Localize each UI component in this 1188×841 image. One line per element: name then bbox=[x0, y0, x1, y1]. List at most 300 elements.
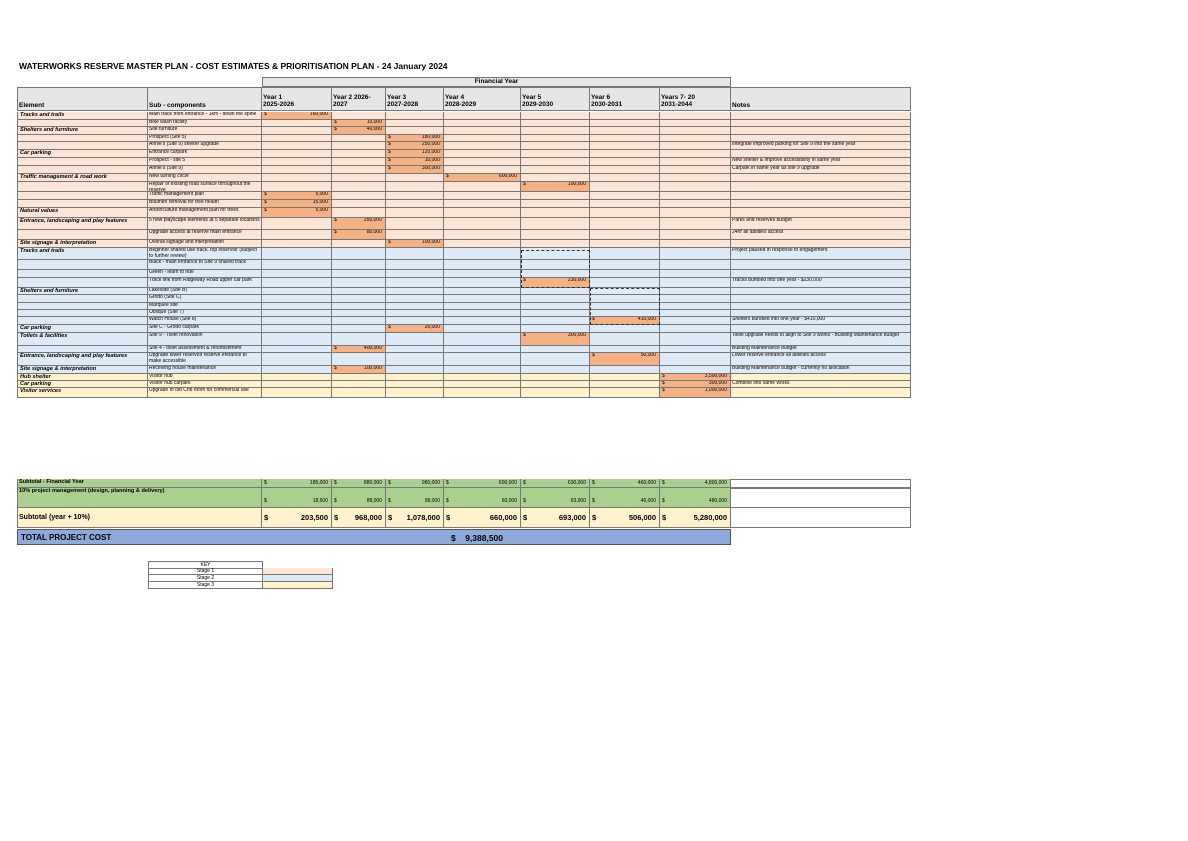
empty-cell bbox=[590, 381, 660, 388]
key-stage-3-label: Stage 3 bbox=[148, 582, 263, 589]
cost-cell bbox=[262, 112, 332, 120]
element-label: Tracks and trails bbox=[20, 248, 65, 254]
empty-cell bbox=[590, 270, 660, 278]
subtotal-financial-year-note bbox=[731, 479, 911, 488]
note-cell bbox=[731, 374, 911, 381]
empty-cell bbox=[386, 112, 444, 120]
empty-cell bbox=[590, 240, 660, 248]
empty-cell bbox=[590, 192, 660, 200]
currency-symbol: $ bbox=[264, 112, 267, 117]
empty-cell bbox=[262, 325, 332, 333]
year-header-4 bbox=[444, 87, 521, 111]
subtotal-financial-year-value bbox=[660, 479, 731, 488]
sub-component-cell: 5 new playscape elements at 5 separate locations bbox=[148, 218, 262, 230]
cost-cell bbox=[660, 388, 731, 398]
tracks-bundle-box bbox=[521, 250, 590, 288]
element-label: Site signage & interpretation bbox=[20, 240, 97, 246]
sub-component-cell: Entrance carpark bbox=[148, 150, 262, 158]
empty-cell bbox=[444, 142, 521, 150]
empty-cell bbox=[444, 333, 521, 346]
cost-amount: 50,000 bbox=[640, 353, 656, 358]
empty-cell bbox=[660, 120, 731, 127]
empty-cell bbox=[444, 295, 521, 303]
empty-cell bbox=[590, 182, 660, 192]
element-cell bbox=[17, 248, 148, 260]
empty-cell bbox=[660, 127, 731, 135]
currency-symbol: $ bbox=[523, 498, 526, 504]
empty-cell bbox=[521, 295, 590, 303]
empty-cell bbox=[590, 278, 660, 288]
empty-cell bbox=[444, 260, 521, 270]
subtotal-with-pm-amount: 693,000 bbox=[558, 513, 586, 522]
subtotal-financial-year-amount: 4,800,000 bbox=[704, 480, 727, 486]
empty-cell bbox=[590, 120, 660, 127]
note-cell: Lower reserve entrance all abilities access bbox=[731, 353, 911, 366]
subtotal-with-pm-amount: 1,078,000 bbox=[406, 513, 440, 522]
element-label: Shelters and furniture bbox=[20, 127, 79, 133]
sub-component-cell: Upgrade of old Crib room for commercial use bbox=[148, 388, 262, 398]
empty-cell bbox=[660, 112, 731, 120]
note-cell bbox=[731, 120, 911, 127]
note-cell: Shelters bundled into one year - $410,000 bbox=[731, 317, 911, 325]
subtotal-financial-year-amount: 185,000 bbox=[309, 480, 328, 486]
empty-cell bbox=[590, 174, 660, 182]
currency-symbol: $ bbox=[334, 218, 337, 223]
currency-symbol: $ bbox=[388, 480, 391, 486]
empty-cell bbox=[262, 317, 332, 325]
note-cell bbox=[731, 295, 911, 303]
empty-cell bbox=[386, 388, 444, 398]
element-header-label: Element bbox=[19, 102, 45, 109]
note-cell bbox=[731, 150, 911, 158]
sub-component-cell: Visitor hub bbox=[148, 374, 262, 381]
subtotal-with-pm-value bbox=[332, 508, 386, 528]
empty-cell bbox=[521, 174, 590, 182]
year-header-label: Year 3 bbox=[387, 94, 407, 101]
empty-cell bbox=[444, 303, 521, 310]
empty-cell bbox=[444, 182, 521, 192]
empty-cell bbox=[444, 120, 521, 127]
cost-amount: 100,000 bbox=[363, 366, 382, 371]
empty-cell bbox=[332, 388, 386, 398]
sub-component-cell: Beginner shared use track. top reservoir (subject to further review) bbox=[148, 248, 262, 260]
cost-cell bbox=[386, 325, 444, 333]
note-cell: Integrate improved parking for Site 9 into the same year bbox=[731, 142, 911, 150]
empty-cell bbox=[590, 208, 660, 218]
currency-symbol: $ bbox=[264, 480, 267, 486]
currency-symbol: $ bbox=[446, 513, 451, 522]
cost-cell bbox=[262, 208, 332, 218]
empty-cell bbox=[590, 325, 660, 333]
cost-amount: 10,000 bbox=[424, 158, 440, 163]
empty-cell bbox=[332, 248, 386, 260]
empty-cell bbox=[590, 142, 660, 150]
note-cell bbox=[731, 135, 911, 142]
empty-cell bbox=[444, 346, 521, 353]
empty-cell bbox=[660, 288, 731, 295]
key-stage-2-swatch bbox=[263, 575, 333, 582]
subtotal-with-pm-value bbox=[386, 508, 444, 528]
cost-cell bbox=[386, 150, 444, 158]
year-header-2 bbox=[332, 87, 386, 111]
empty-cell bbox=[444, 317, 521, 325]
empty-cell bbox=[386, 182, 444, 192]
element-label: Visitor services bbox=[20, 388, 62, 394]
empty-cell bbox=[262, 333, 332, 346]
stage-key bbox=[148, 561, 333, 589]
empty-cell bbox=[386, 278, 444, 288]
project-management-amount: 480,000 bbox=[708, 498, 727, 504]
note-cell: Tracks bundled into one year - $230,000 bbox=[731, 278, 911, 288]
element-cell bbox=[17, 325, 148, 333]
note-cell bbox=[731, 127, 911, 135]
year-header-range: 2027 bbox=[333, 101, 348, 108]
empty-cell bbox=[332, 240, 386, 248]
empty-cell bbox=[660, 353, 731, 366]
empty-cell bbox=[262, 166, 332, 174]
empty-cell bbox=[332, 270, 386, 278]
empty-cell bbox=[386, 346, 444, 353]
element-cell bbox=[17, 374, 148, 381]
sub-component-cell: Site 9 - Toilet renovation bbox=[148, 333, 262, 346]
key-stage-1-swatch bbox=[263, 568, 333, 575]
empty-cell bbox=[386, 208, 444, 218]
empty-cell bbox=[332, 208, 386, 218]
empty-cell bbox=[262, 366, 332, 374]
currency-symbol: $ bbox=[264, 192, 267, 197]
financial-year-header: Financial Year bbox=[262, 77, 731, 87]
note-cell bbox=[731, 325, 911, 333]
empty-cell bbox=[332, 182, 386, 192]
note-cell: 24hr all abilities access bbox=[731, 230, 911, 240]
project-management-label: 10% project management (design, planning & delivery) bbox=[17, 488, 262, 508]
year-header-3 bbox=[386, 87, 444, 111]
currency-symbol: $ bbox=[523, 278, 526, 283]
key-stage-1-label: Stage 1 bbox=[148, 568, 263, 575]
element-cell bbox=[17, 353, 148, 366]
currency-symbol: $ bbox=[446, 498, 449, 504]
cost-amount: 410,000 bbox=[637, 317, 656, 322]
currency-symbol: $ bbox=[592, 498, 595, 504]
empty-cell bbox=[386, 174, 444, 182]
project-management-amount: 88,000 bbox=[366, 498, 382, 504]
empty-cell bbox=[444, 248, 521, 260]
empty-cell bbox=[332, 200, 386, 208]
year-header-7 bbox=[660, 87, 731, 111]
empty-cell bbox=[444, 381, 521, 388]
empty-cell bbox=[386, 288, 444, 295]
year-header-label: Years 7- 20 bbox=[661, 94, 695, 101]
element-label: Car parking bbox=[20, 150, 52, 156]
currency-symbol: $ bbox=[662, 381, 665, 386]
empty-cell bbox=[660, 192, 731, 200]
empty-cell bbox=[521, 192, 590, 200]
note-cell bbox=[731, 303, 911, 310]
empty-cell bbox=[660, 310, 731, 317]
cost-cell bbox=[332, 230, 386, 240]
year-header-1 bbox=[262, 87, 332, 111]
project-management-amount: 60,000 bbox=[501, 498, 517, 504]
element-cell bbox=[17, 230, 148, 240]
currency-symbol: $ bbox=[592, 353, 595, 358]
empty-cell bbox=[386, 295, 444, 303]
cost-cell bbox=[332, 127, 386, 135]
empty-cell bbox=[590, 127, 660, 135]
note-cell bbox=[731, 388, 911, 398]
element-label: Toilets & facilities bbox=[20, 333, 68, 339]
empty-cell bbox=[660, 208, 731, 218]
empty-cell bbox=[444, 200, 521, 208]
empty-cell bbox=[521, 381, 590, 388]
cost-amount: 230,000 bbox=[567, 278, 586, 283]
element-label: Natural values bbox=[20, 208, 59, 214]
empty-cell bbox=[444, 374, 521, 381]
cost-cell bbox=[386, 142, 444, 150]
cost-cell bbox=[660, 374, 731, 381]
empty-cell bbox=[262, 135, 332, 142]
subtotal-with-pm-note bbox=[731, 508, 911, 528]
currency-symbol: $ bbox=[388, 498, 391, 504]
sub-component-cell: Arboriculture management plan for trees bbox=[148, 208, 262, 218]
sub-components-header bbox=[148, 87, 262, 111]
empty-cell bbox=[521, 127, 590, 135]
project-management-value bbox=[262, 488, 332, 508]
empty-cell bbox=[444, 353, 521, 366]
empty-cell bbox=[590, 112, 660, 120]
sub-component-cell: Grotto (Site C) bbox=[148, 295, 262, 303]
sub-component-cell: Marquee site bbox=[148, 303, 262, 310]
empty-cell bbox=[262, 158, 332, 166]
empty-cell bbox=[660, 240, 731, 248]
sub-component-cell: Visitor hub carpark bbox=[148, 381, 262, 388]
empty-cell bbox=[521, 374, 590, 381]
empty-cell bbox=[590, 135, 660, 142]
element-label: Hub shelter bbox=[20, 374, 51, 380]
sub-component-cell: Main track from entrance - 1km - down the spine bbox=[148, 112, 262, 120]
sub-component-cell: Annie's (Site 9) shelter upgrade bbox=[148, 142, 262, 150]
cost-cell bbox=[332, 366, 386, 374]
empty-cell bbox=[444, 158, 521, 166]
currency-symbol: $ bbox=[592, 513, 597, 522]
empty-cell bbox=[521, 317, 590, 325]
cost-cell bbox=[386, 166, 444, 174]
empty-cell bbox=[332, 112, 386, 120]
empty-cell bbox=[590, 366, 660, 374]
empty-cell bbox=[262, 381, 332, 388]
element-cell bbox=[17, 120, 148, 127]
empty-cell bbox=[262, 240, 332, 248]
subtotal-with-pm-value bbox=[660, 508, 731, 528]
empty-cell bbox=[521, 150, 590, 158]
empty-cell bbox=[386, 127, 444, 135]
empty-cell bbox=[332, 303, 386, 310]
empty-cell bbox=[660, 278, 731, 288]
year-header-label: Year 5 bbox=[522, 94, 542, 101]
element-cell bbox=[17, 388, 148, 398]
subtotal-with-pm-label: Subtotal (year + 10%) bbox=[17, 508, 262, 528]
cost-amount: 120,000 bbox=[421, 150, 440, 155]
empty-cell bbox=[521, 310, 590, 317]
empty-cell bbox=[262, 142, 332, 150]
empty-cell bbox=[521, 366, 590, 374]
sub-component-cell: Prospect (Site 5) bbox=[148, 135, 262, 142]
element-cell bbox=[17, 127, 148, 135]
note-cell bbox=[731, 208, 911, 218]
empty-cell bbox=[590, 374, 660, 381]
element-cell bbox=[17, 174, 148, 182]
currency-symbol: $ bbox=[662, 388, 665, 393]
cost-cell bbox=[521, 182, 590, 192]
cost-amount: 80,000 bbox=[366, 230, 382, 235]
note-cell: New shelter & improve accessibility in same year bbox=[731, 158, 911, 166]
empty-cell bbox=[444, 270, 521, 278]
empty-cell bbox=[521, 166, 590, 174]
element-cell bbox=[17, 381, 148, 388]
sub-component-cell: Traffic management plan bbox=[148, 192, 262, 200]
element-cell bbox=[17, 208, 148, 218]
sub-component-cell: Annie's (Site 9) bbox=[148, 166, 262, 174]
cost-amount: 10,000 bbox=[366, 120, 382, 125]
element-cell bbox=[17, 182, 148, 192]
subtotal-financial-year-amount: 980,000 bbox=[421, 480, 440, 486]
element-cell bbox=[17, 278, 148, 288]
cost-amount: 180,000 bbox=[421, 135, 440, 140]
empty-cell bbox=[332, 353, 386, 366]
element-cell bbox=[17, 346, 148, 353]
empty-cell bbox=[332, 260, 386, 270]
sub-component-cell: Track link from Ridgeway Road upper car park bbox=[148, 278, 262, 288]
empty-cell bbox=[444, 127, 521, 135]
empty-cell bbox=[521, 325, 590, 333]
sub-component-cell: Oblique (Site 7) bbox=[148, 310, 262, 317]
empty-cell bbox=[262, 230, 332, 240]
empty-cell bbox=[521, 230, 590, 240]
element-cell bbox=[17, 366, 148, 374]
subtotal-with-pm-amount: 5,280,000 bbox=[693, 513, 727, 522]
project-management-value bbox=[386, 488, 444, 508]
project-management-value bbox=[590, 488, 660, 508]
empty-cell bbox=[262, 270, 332, 278]
empty-cell bbox=[262, 353, 332, 366]
note-cell: Combine into same works bbox=[731, 381, 911, 388]
year-header-range: 2028-2029 bbox=[445, 101, 477, 108]
empty-cell bbox=[386, 303, 444, 310]
year-header-label: Year 6 bbox=[591, 94, 611, 101]
element-cell bbox=[17, 200, 148, 208]
element-cell bbox=[17, 310, 148, 317]
element-cell bbox=[17, 135, 148, 142]
empty-cell bbox=[444, 208, 521, 218]
cost-amount: 3,500,000 bbox=[704, 374, 727, 379]
empty-cell bbox=[386, 310, 444, 317]
element-label: Car parking bbox=[20, 325, 52, 331]
sub-component-cell: Repair of existing road surface throughout the reserve bbox=[148, 182, 262, 192]
empty-cell bbox=[590, 333, 660, 346]
cost-cell bbox=[444, 174, 521, 182]
empty-cell bbox=[262, 218, 332, 230]
cost-amount: 5,000 bbox=[315, 208, 328, 213]
currency-symbol: $ bbox=[592, 317, 595, 322]
empty-cell bbox=[332, 174, 386, 182]
empty-cell bbox=[262, 127, 332, 135]
empty-cell bbox=[590, 158, 660, 166]
currency-symbol: $ bbox=[592, 480, 595, 486]
element-cell bbox=[17, 150, 148, 158]
currency-symbol: $ bbox=[264, 200, 267, 205]
key-stage-2-label: Stage 2 bbox=[148, 575, 263, 582]
empty-cell bbox=[386, 230, 444, 240]
cost-amount: 100,000 bbox=[567, 182, 586, 187]
element-cell bbox=[17, 192, 148, 200]
empty-cell bbox=[660, 182, 731, 192]
subtotal-financial-year-value bbox=[332, 479, 386, 488]
total-project-cost-value: $ 9,388,500 bbox=[451, 533, 504, 543]
subtotal-financial-year-value bbox=[386, 479, 444, 488]
element-cell bbox=[17, 303, 148, 310]
element-cell bbox=[17, 166, 148, 174]
cost-cell bbox=[332, 218, 386, 230]
empty-cell bbox=[660, 317, 731, 325]
empty-cell bbox=[660, 158, 731, 166]
empty-cell bbox=[590, 230, 660, 240]
empty-cell bbox=[444, 240, 521, 248]
sub-component-cell: Lakeside (Site B) bbox=[148, 288, 262, 295]
currency-symbol: $ bbox=[334, 127, 337, 132]
empty-cell bbox=[332, 150, 386, 158]
empty-cell bbox=[444, 288, 521, 295]
currency-symbol: $ bbox=[388, 158, 391, 163]
empty-cell bbox=[660, 150, 731, 158]
project-management-amount: 98,000 bbox=[424, 498, 440, 504]
empty-cell bbox=[660, 200, 731, 208]
sub-component-cell: Site C - Grotto carpark bbox=[148, 325, 262, 333]
empty-cell bbox=[590, 260, 660, 270]
empty-cell bbox=[521, 240, 590, 248]
subtotal-with-pm-amount: 968,000 bbox=[354, 513, 382, 522]
currency-symbol: $ bbox=[334, 513, 339, 522]
note-cell bbox=[731, 182, 911, 192]
empty-cell bbox=[444, 166, 521, 174]
empty-cell bbox=[590, 388, 660, 398]
note-cell: Toilet upgrade needs to align to Site 9 works - Building Maintenance budget bbox=[731, 333, 911, 346]
empty-cell bbox=[444, 310, 521, 317]
year-header-5 bbox=[521, 87, 590, 111]
sub-component-cell: Overall signage and interpretation bbox=[148, 240, 262, 248]
sub-components-header-label: Sub - components bbox=[149, 102, 206, 109]
currency-symbol: $ bbox=[334, 346, 337, 351]
subtotal-financial-year-value bbox=[444, 479, 521, 488]
cost-amount: 300,000 bbox=[421, 166, 440, 171]
empty-cell bbox=[332, 295, 386, 303]
empty-cell bbox=[386, 366, 444, 374]
currency-symbol: $ bbox=[523, 480, 526, 486]
empty-cell bbox=[332, 278, 386, 288]
year-header-range: 2029-2030 bbox=[522, 101, 554, 108]
empty-cell bbox=[590, 346, 660, 353]
currency-symbol: $ bbox=[334, 230, 337, 235]
currency-symbol: $ bbox=[388, 166, 391, 171]
sub-component-cell: Green - learn to ride bbox=[148, 270, 262, 278]
note-cell bbox=[731, 270, 911, 278]
empty-cell bbox=[332, 288, 386, 295]
project-management-value bbox=[444, 488, 521, 508]
empty-cell bbox=[386, 248, 444, 260]
empty-cell bbox=[660, 174, 731, 182]
element-label: Entrance, landscaping and play features bbox=[20, 218, 128, 224]
currency-symbol: $ bbox=[264, 498, 267, 504]
cost-cell bbox=[660, 381, 731, 388]
subtotal-financial-year-amount: 630,000 bbox=[567, 480, 586, 486]
